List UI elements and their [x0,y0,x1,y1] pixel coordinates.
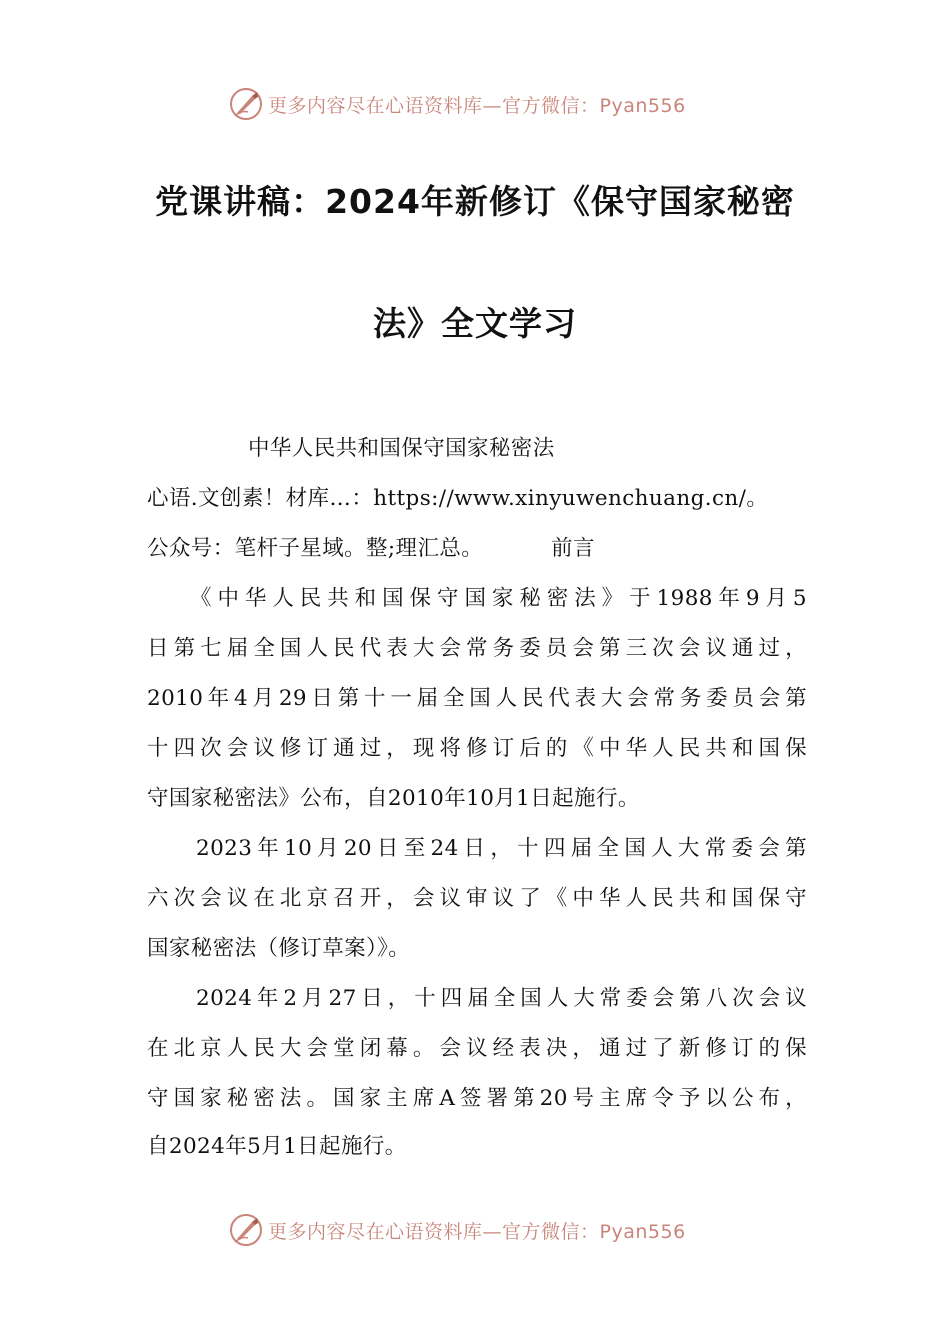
p3-line-1: 2024年2月27日，十四届全国人大常委会第八次会议 [196,986,807,1011]
law-name-line: 中华人民共和国保守国家秘密法 [248,436,555,461]
top-watermark-banner [0,84,950,124]
p1-line-4: 十四次会议修订通过，现将修订后的《中华人民共和国保 [147,736,807,761]
account-text: 公众号：笔杆子星域。整;理汇总。 [147,536,484,561]
p2-line-3: 国家秘密法（修订草案）》。 [147,936,411,961]
p1-line-5: 守国家秘密法》公布，自2010年10月1日起施行。 [147,786,640,811]
p1-line-3: 2010年4月29日第十一届全国人民代表大会常务委员会第 [147,686,807,711]
p3-line-2: 在北京人民大会堂闭幕。会议经表决，通过了新修订的保 [147,1036,807,1061]
p1-line-2: 日第七届全国人民代表大会常务委员会第三次会议通过， [147,636,807,661]
pen-quill-icon [228,86,264,122]
source-line: 心语.文创素！材库…：https://www.xinyuwenchuang.cn/。 [147,486,769,511]
watermark-text: 更多内容尽在心语资料库—官方微信：Pyan556 [268,94,686,117]
document-title-line-1: 党课讲稿：2024年新修订《保守国家秘密 [155,182,795,221]
document-title-line-2: 法》全文学习 [373,304,577,343]
account-line [147,533,595,565]
p3-line-3: 守国家秘密法。国家主席A签署第20号主席令予以公布， [147,1086,807,1111]
bottom-watermark-banner [0,1210,950,1250]
wechat-account: Pyan556 [599,1220,686,1243]
preface-label: 前言 [551,536,595,561]
watermark-text: 更多内容尽在心语资料库—官方微信：Pyan556 [268,1220,686,1243]
p2-line-1: 2023年10月20日至24日，十四届全国人大常委会第 [196,836,807,861]
p1-line-1: 《中华人民共和国保守国家秘密法》于1988年9月5 [190,586,807,611]
p2-line-2: 六次会议在北京召开，会议审议了《中华人民共和国保守 [147,886,807,911]
pen-quill-icon [228,1212,264,1248]
p3-line-4: 自2024年5月1日起施行。 [147,1134,407,1159]
wechat-account: Pyan556 [599,94,686,117]
